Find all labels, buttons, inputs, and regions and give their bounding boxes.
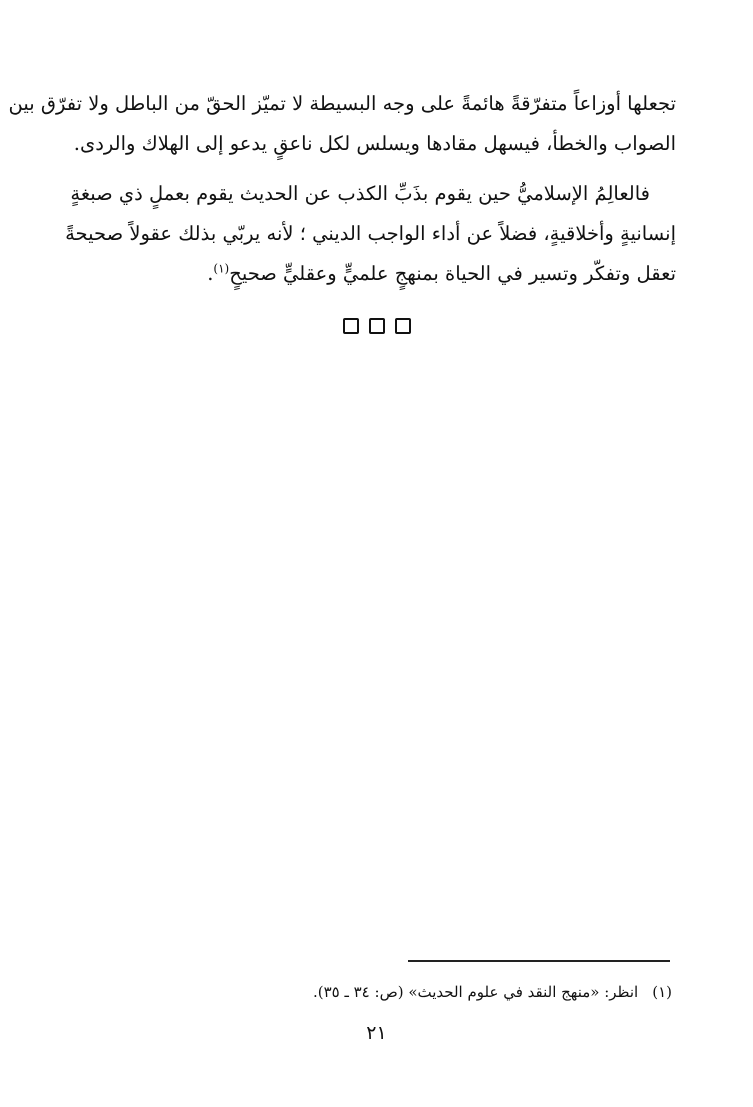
footnote (78, 978, 672, 1006)
paragraph-2-line-3-text: تعقل وتفكّر وتسير في الحياة بمنهجٍ علميٍّ وعقليٍّ صحيحٍ (229, 262, 676, 285)
paragraph-2-end-punct: . (207, 262, 214, 285)
separator-square-icon (343, 318, 359, 334)
paragraph-2-line-1: فالعالِمُ الإسلاميُّ حين يقوم بذَبِّ الكذب عن الحديث يقوم بعملٍ ذي صبغةٍ (70, 182, 650, 205)
paragraph-1-line-2: الصواب والخطأ، فيسهل مقادها ويسلس لكل ناعقٍ يدعو إلى الهلاك والردى. (73, 132, 676, 155)
footnote-reference[interactable]: (١) (213, 261, 230, 276)
footnote-text: انظر: «منهج النقد في علوم الحديث» (ص: ٣٤ ـ ٣٥). (312, 983, 639, 1001)
paragraph-1-line-1: تجعلها أوزاعاً متفرّقةً هائمةً على وجه البسيطة لا تميّز الحقّ من الباطل ولا تفرّق بين (8, 92, 676, 115)
paragraph-2-line-2: إنسانيةٍ وأخلاقيةٍ، فضلاً عن أداء الواجب الديني ؛ لأنه يربّي بذلك عقولاً صحيحةً (65, 222, 676, 245)
footnote-divider (408, 960, 670, 962)
page-number: ٢١ (366, 1022, 387, 1044)
separator-square-icon (395, 318, 411, 334)
paragraph-2-line-3 (78, 254, 676, 294)
separator-square-icon (369, 318, 385, 334)
main-text (8, 84, 676, 294)
footnote-number: (١) (652, 983, 672, 1001)
paragraph-gap (78, 164, 676, 174)
section-separator (0, 318, 753, 334)
